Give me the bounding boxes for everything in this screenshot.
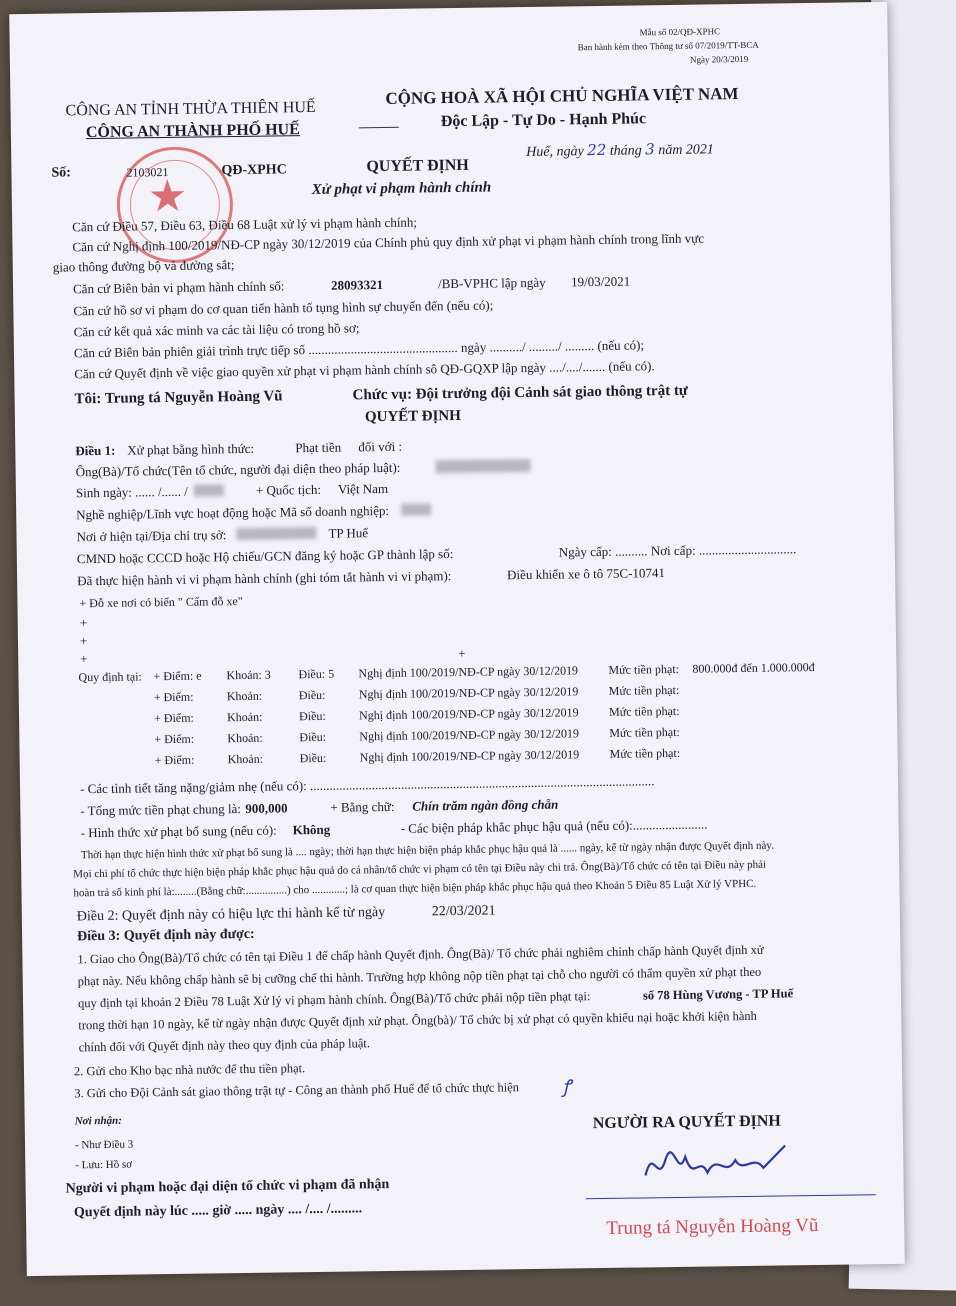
penalty-type: Phạt tiền [295,439,342,456]
reg-dieu: Điều: [298,687,326,703]
reg-dieu: Điều: [299,750,327,766]
redacted-name [436,459,531,473]
basis-line-7: Căn cứ Biên bản phiên giải trình trực tiếp số .............................................. ngày ........../ ........./ ......... (nếu có); [73,337,645,361]
article2-text: Điều 2: Quyết định này có hiệu lực thi hành kể từ ngày [76,905,386,925]
reg-muc: Mức tiền phạt: [608,661,680,677]
article3-line-2: phạt này. Nếu không chấp hành sẽ bị cưỡng chế thi hành. Trường hợp không nộp tiền phạt tại chỗ cho người có thẩm quyền xử phạt theo [77,964,762,989]
violation-detail: + Đỗ xe nơi có biển " Cấm đỗ xe" [79,593,243,611]
year-label: năm 2021 [658,142,715,159]
so-number: 2103021 [126,164,169,180]
signature [635,1133,806,1195]
reg-nd: Nghị định 100/2019/NĐ-CP ngày 30/12/2019 [358,684,579,702]
so-suffix: QĐ-XPHC [221,162,287,179]
plus-4: + [458,645,466,661]
reg-khoan: Khoản: [226,709,263,725]
place-date-prefix: Huế, ngày [526,144,584,160]
reg-nd: Nghị định 100/2019/NĐ-CP ngày 30/12/2019 [358,663,579,681]
basis-line-6: Căn cứ kết quả xác minh va các tài liệu có trong hồ sơ; [73,320,360,340]
report-suffix: /BB-VPHC lập ngày [437,274,546,292]
redacted-job [401,503,431,515]
nation-motto: Độc Lập - Tự Do - Hạnh Phúc [440,110,647,131]
article3-line-4: trong thời hạn 10 ngày, kể từ ngày nhận được Quyết định xử phạt. Ông(bà)/ Tổ chức bị xử phạt có quyền khiếu nại hoặc khởi kiện hành [78,1008,757,1033]
place-date [526,140,714,161]
against-label: đối với : [358,438,403,455]
org-lower: CÔNG AN THÀNH PHỐ HUẾ [85,121,300,142]
article3-line-7: 3. Gửi cho Đội Cảnh sát giao thông trật tự - Công an thành phố Huế để tổ chức thực hiện [74,1080,520,1101]
payment-place: số 78 Hùng Vương - TP Huế [642,986,794,1003]
article3-line-6: 2. Gửi cho Kho bạc nhà nước để thu tiền phạt. [73,1061,306,1079]
received-line-1: Người vi phạm hoặc đại diện tổ chức vi phạm đã nhận [65,1176,390,1197]
recipients-label: Nơi nhận: [74,1114,122,1128]
reg-muc: Mức tiền phạt: [609,745,681,761]
reg-diem: + Điểm: e [153,668,202,684]
reg-dieu: Điều: [299,729,327,745]
nationality: Việt Nam [337,480,389,497]
in-words: Chín trăm ngàn đồng chẵn [412,796,559,814]
signature-stroke [645,1145,785,1175]
doc-subtitle: Xử phạt vi phạm hành chính [311,179,492,198]
reg-khoan: Khoản: [227,730,263,746]
reg-nd: Nghị định 100/2019/NĐ-CP ngày 30/12/2019 [358,705,579,723]
total-amount: 900,000 [245,800,288,816]
recipient-1: - Như Điều 3 [74,1138,134,1152]
nation-title: CỘNG HOÀ XÃ HỘI CHỦ NGHĨA VIỆT NAM [385,84,739,108]
form-date: Ngày 20/3/2019 [689,53,749,65]
reg-diem: + Điểm: [154,752,195,768]
id-label: CMND hoặc CCCD hoặc Hộ chiếu/GCN đăng ký hoặc GP thành lập số: [76,546,454,567]
reg-khoan: Khoản: 3 [226,667,271,683]
article3-line-3: quy định tại khoản 2 Điều 78 Luật Xử lý vi phạm hành chính. Ông(Bà)/Tổ chức phải nộp tiền phạt tại: [77,989,591,1011]
signer-title: NGƯỜI RA QUYẾT ĐỊNH [592,1112,781,1133]
plus-1: + [79,615,88,631]
signature-line [586,1194,876,1199]
basis-line-1: Căn cứ Điều 57, Điều 63, Điều 68 Luật xử lý vi phạm hành chính; [72,214,418,235]
so-label: Số: [51,165,72,181]
received-line-2: Quyết định này lúc ..... giờ ..... ngày .... /.... /......... [73,1201,363,1221]
day-handwritten: 22 [587,140,607,160]
address-label: Nơi ở hiện tại/Địa chỉ trụ sở: [76,527,227,545]
report-number: 28093321 [330,276,384,293]
reg-khoan: Khoản: [227,751,264,767]
month-label: tháng [609,143,642,159]
basis-line-5: Căn cứ hồ sơ vi phạm do cơ quan tiến hành tố tụng hình sự chuyển đến (nếu có); [73,297,494,319]
job-label: Nghề nghiệp/Lĩnh vực hoạt động hoặc Mã số doanh nghiệp: [76,502,390,523]
person-label: Ông(Bà)/Tổ chức(Tên tổ chức, người đại diện theo pháp luật): [75,459,401,480]
recipient-2: - Lưu: Hồ sơ [75,1158,133,1172]
article1-title: Điều 1: [75,442,116,459]
in-words-label: + Bằng chữ: [330,798,395,815]
decision-document [9,2,905,1276]
article3-line-1: 1. Giao cho Ông(Bà)/Tổ chức có tên tại Điều 1 để chấp hành Quyết định. Ông(Bà)/ Tổ chức phải nghiêm chỉnh chấp hành Quyết định xử [77,942,764,967]
reg-muc: Mức tiền phạt: [609,724,680,740]
article2-date: 22/03/2021 [431,903,496,920]
dob-label: Sinh ngày: ...... /...... / [75,483,188,501]
reg-khoan: Khoản: [226,688,263,704]
plus-2: + [79,633,88,649]
header-rule [359,127,399,129]
extra-penalty: Không [292,821,331,838]
decides-heading: QUYẾT ĐỊNH [364,407,461,426]
basis-line-4-label: Căn cứ Biên bản vi phạm hành chính số: [72,278,285,297]
nationality-label: + Quốc tịch: [255,481,322,498]
article1-paragraph-1: Thời hạn thực hiện hình thức xử phạt bổ sung là .... ngày; thời hạn thực hiện biện pháp khắc phục hậu quả là ...... ngày, kể từ ngày nhận được Quyết định này. [80,839,774,862]
basis-line-2: Căn cứ Nghị định 100/2019/NĐ-CP ngày 30/12/2019 của Chính phủ quy định xử phạt vi phạm hành chính trong lĩnh vực [72,230,705,255]
violation-label: Đã thực hiện hành vi vi phạm hành chính (ghi tóm tắt hành vi vi phạm): [77,568,452,589]
form-issued: Ban hành kèm theo Thông tư số 07/2019/TT-BCA [577,39,759,53]
regs-label: Quy định tại: [78,669,142,685]
reg-nd: Nghị định 100/2019/NĐ-CP ngày 30/12/2019 [359,747,580,765]
signer-name-stamp: Trung tá Nguyễn Hoàng Vũ [606,1215,819,1239]
reg-diem: + Điểm: [153,710,194,726]
plus-3: + [80,651,88,667]
org-upper: CÔNG AN TỈNH THỪA THIÊN HUẾ [65,98,316,120]
reg-dieu: Điều: 5 [298,666,335,682]
extra-penalty-label: - Hình thức xử phạt bổ sung (nếu có): [80,822,277,841]
remedy-label: - Các biện pháp khắc phục hậu quả (nếu có):....................... [400,816,708,836]
report-date: 19/03/2021 [570,273,631,290]
reg-diem: + Điểm: [154,731,195,747]
form-number: Mẫu số 02/QĐ-XPHC [639,26,721,38]
reg-muc: Mức tiền phạt: [608,682,680,698]
initial-mark: ꝭ [562,1076,571,1098]
article1-paragraph-3: hoàn trả số kinh phí là:........(Bằng chữ:...............) cho ............; là cơ quan thực hiện biện pháp khắc phục hậu quả theo Khoản 5 Điều 85 Luật Xử lý VPHC. [73,877,757,900]
issuer-position: Chức vụ: Đội trưởng đội Cảnh sát giao thông trật tự [352,382,688,404]
issue-date-place: Ngày cấp: .......... Nơi cấp: .............................. [558,541,797,560]
issuer-name: Tôi: Trung tá Nguyễn Hoàng Vũ [74,388,283,408]
article3-title: Điều 3: Quyết định này được: [77,926,255,945]
address-city: TP Huế [328,525,369,541]
reg-dieu: Điều: [298,708,326,724]
seal-star-icon: ★ [147,171,188,222]
redacted-address [236,527,316,540]
article3-line-5: chính đối với Quyết định này theo quy định của pháp luật. [78,1036,371,1055]
month-handwritten: 3 [645,140,655,159]
article1-paragraph-2: Mọi chi phí tổ chức thực hiện biện pháp khắc phục hậu quả do cá nhân/tổ chức vi phạm có tên tại Điều này chi trả. Ông(Bà)/Tổ chức có tên tại Điều này phải [73,858,767,881]
article1-text: Xử phạt bằng hình thức: [127,440,255,458]
basis-line-3: giao thông đường bộ và đường sắt; [52,257,235,275]
reg-diem: + Điểm: [153,689,194,705]
doc-title: QUYẾT ĐỊNH [366,156,469,176]
redacted-dob [194,484,224,496]
total-label: - Tổng mức tiền phạt chung là: [80,801,242,819]
reg-amount: 800.000đ đến 1.000.000đ [692,660,815,676]
circumstances: - Các tình tiết tăng nặng/giảm nhẹ (nếu có): .......................................................................................................... [79,773,655,797]
basis-line-8: Căn cứ Quyết định về việc giao quyền xử phạt vi phạm hành chính sô QĐ-GQXP lập ngày ..../..../....... (nếu có). [74,358,655,382]
reg-nd: Nghị định 100/2019/NĐ-CP ngày 30/12/2019 [359,726,579,744]
reg-muc: Mức tiền phạt: [608,703,680,719]
violation-vehicle: Điều khiển xe ô tô 75C-10741 [507,565,665,583]
